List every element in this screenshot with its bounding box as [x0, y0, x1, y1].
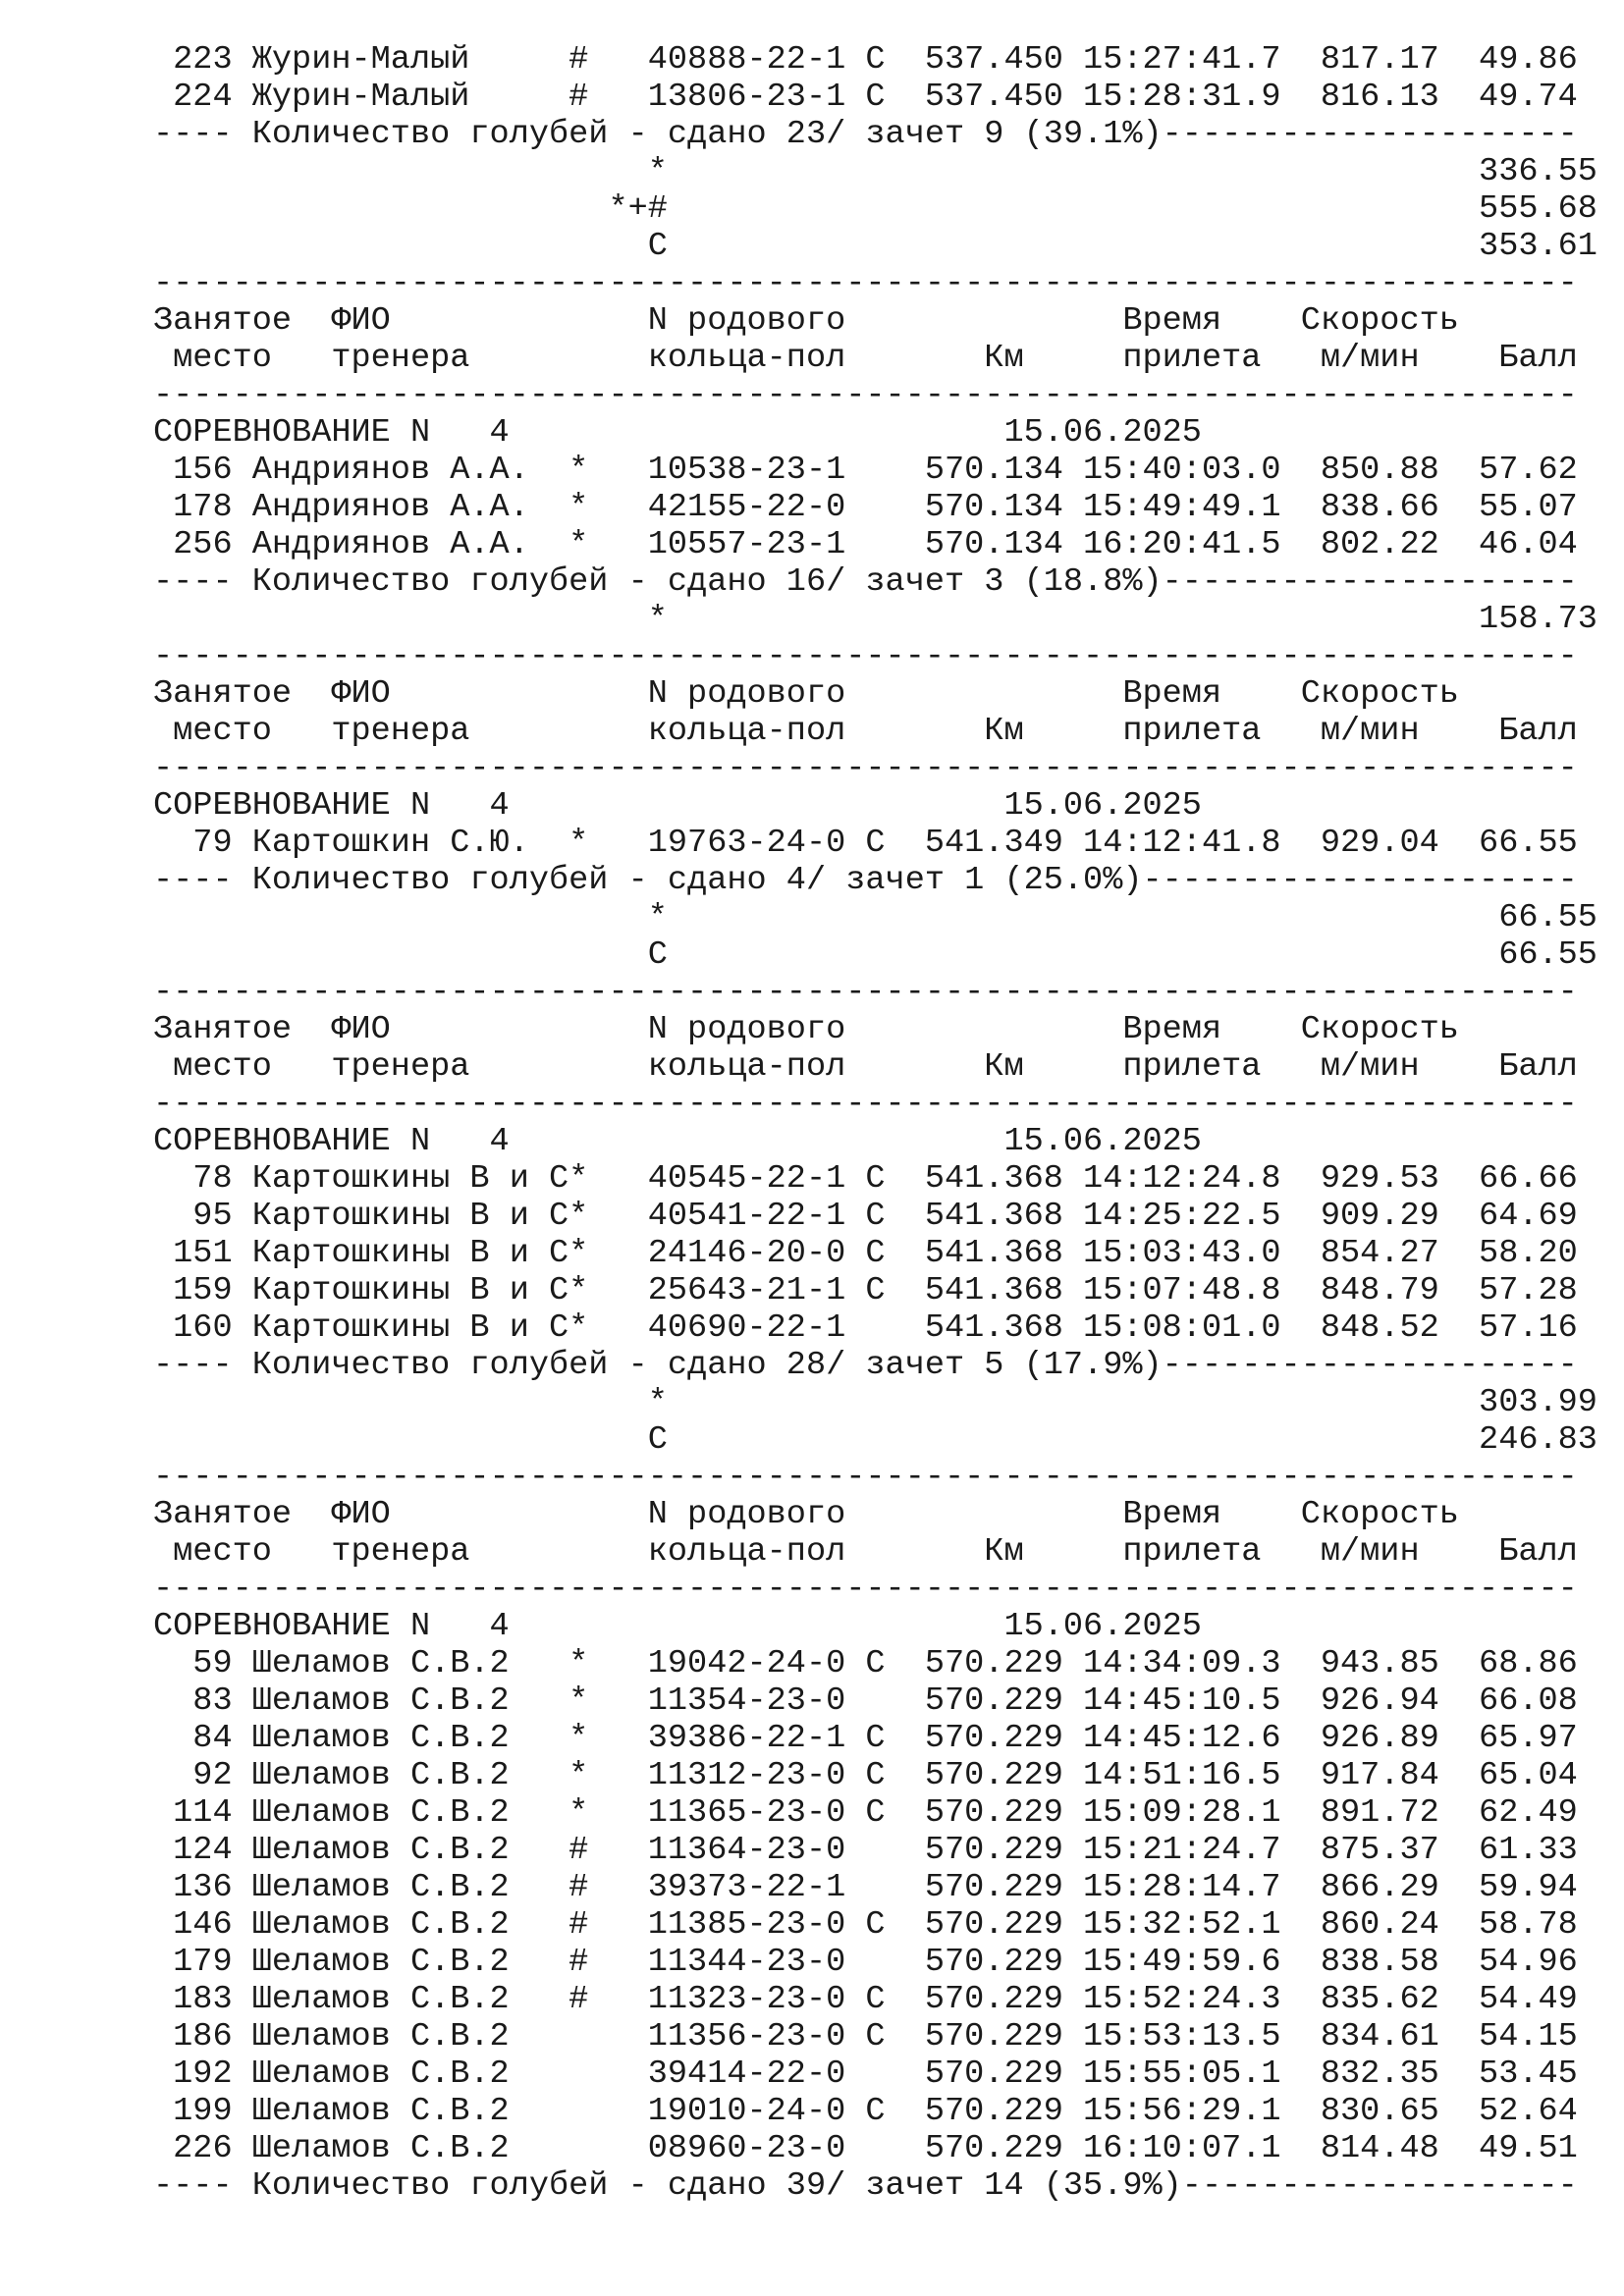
subtotal-line: C 353.61: [153, 228, 1597, 265]
subtotal-line: * 66.55: [153, 899, 1597, 936]
result-row: 256 Андриянов А.А. * 10557-23-1 570.134 16:20:41.5 802.22 46.04: [153, 526, 1578, 563]
results-printout: [153, 41, 1606, 2205]
subtotal-line: * 336.55: [153, 153, 1597, 190]
subtotal-line: *+# 555.68: [153, 190, 1597, 228]
result-row: 160 Картошкины В и С* 40690-22-1 541.368 15:08:01.0 848.52 57.16: [153, 1309, 1578, 1347]
subtotal-line: C 246.83: [153, 1421, 1597, 1459]
summary-line: ---- Количество голубей - сдано 39/ зачет 14 (35.9%)--------------------: [153, 2167, 1578, 2205]
result-row: 179 Шеламов С.В.2 # 11344-23-0 570.229 15:49:59.6 838.58 54.96: [153, 1944, 1578, 1981]
separator-line: ------------------------------------------------------------------------: [153, 638, 1578, 675]
result-row: 84 Шеламов С.В.2 * 39386-22-1 C 570.229 14:45:12.6 926.89 65.97: [153, 1720, 1578, 1757]
separator-line: ------------------------------------------------------------------------: [153, 1459, 1578, 1496]
result-row: 224 Журин-Малый # 13806-23-1 C 537.450 15:28:31.9 816.13 49.74: [153, 79, 1578, 116]
column-header: Занятое ФИО N родового Время Скорость: [153, 302, 1459, 340]
summary-line: ---- Количество голубей - сдано 23/ зачет 9 (39.1%)---------------------: [153, 116, 1578, 153]
summary-line: ---- Количество голубей - сдано 4/ зачет 1 (25.0%)----------------------: [153, 862, 1578, 899]
result-row: 183 Шеламов С.В.2 # 11323-23-0 C 570.229 15:52:24.3 835.62 54.49: [153, 1981, 1578, 2018]
separator-line: ------------------------------------------------------------------------: [153, 377, 1578, 414]
separator-line: ------------------------------------------------------------------------: [153, 974, 1578, 1011]
result-row: 223 Журин-Малый # 40888-22-1 C 537.450 15:27:41.7 817.17 49.86: [153, 41, 1578, 79]
result-row: 226 Шеламов С.В.2 08960-23-0 570.229 16:10:07.1 814.48 49.51: [153, 2130, 1578, 2167]
result-row: 151 Картошкины В и С* 24146-20-0 C 541.368 15:03:43.0 854.27 58.20: [153, 1235, 1578, 1272]
result-row: 59 Шеламов С.В.2 * 19042-24-0 C 570.229 14:34:09.3 943.85 68.86: [153, 1645, 1578, 1682]
result-row: 92 Шеламов С.В.2 * 11312-23-0 C 570.229 14:51:16.5 917.84 65.04: [153, 1757, 1578, 1794]
subtotal-line: C 66.55: [153, 936, 1597, 974]
column-header: место тренера кольца-пол Км прилета м/мин Балл: [153, 1533, 1578, 1571]
column-header: Занятое ФИО N родового Время Скорость: [153, 675, 1459, 713]
result-row: 192 Шеламов С.В.2 39414-22-0 570.229 15:55:05.1 832.35 53.45: [153, 2056, 1578, 2093]
column-header: Занятое ФИО N родового Время Скорость: [153, 1011, 1459, 1048]
competition-header: СОРЕВНОВАНИЕ N 4 15.06.2025: [153, 1123, 1202, 1160]
result-row: 78 Картошкины В и С* 40545-22-1 C 541.368 14:12:24.8 929.53 66.66: [153, 1160, 1578, 1198]
separator-line: ------------------------------------------------------------------------: [153, 265, 1578, 302]
column-header: место тренера кольца-пол Км прилета м/мин Балл: [153, 713, 1578, 750]
result-row: 159 Картошкины В и С* 25643-21-1 C 541.368 15:07:48.8 848.79 57.28: [153, 1272, 1578, 1309]
result-row: 146 Шеламов С.В.2 # 11385-23-0 C 570.229 15:32:52.1 860.24 58.78: [153, 1906, 1578, 1944]
result-row: 95 Картошкины В и С* 40541-22-1 C 541.368 14:25:22.5 909.29 64.69: [153, 1198, 1578, 1235]
result-row: 178 Андриянов А.А. * 42155-22-0 570.134 15:49:49.1 838.66 55.07: [153, 489, 1578, 526]
competition-header: СОРЕВНОВАНИЕ N 4 15.06.2025: [153, 787, 1202, 825]
result-row: 186 Шеламов С.В.2 11356-23-0 C 570.229 15:53:13.5 834.61 54.15: [153, 2018, 1578, 2056]
column-header: место тренера кольца-пол Км прилета м/мин Балл: [153, 340, 1578, 377]
result-row: 114 Шеламов С.В.2 * 11365-23-0 C 570.229 15:09:28.1 891.72 62.49: [153, 1794, 1578, 1832]
column-header: Занятое ФИО N родового Время Скорость: [153, 1496, 1459, 1533]
subtotal-line: * 303.99: [153, 1384, 1597, 1421]
column-header: место тренера кольца-пол Км прилета м/мин Балл: [153, 1048, 1578, 1086]
result-row: 199 Шеламов С.В.2 19010-24-0 C 570.229 15:56:29.1 830.65 52.64: [153, 2093, 1578, 2130]
result-row: 83 Шеламов С.В.2 * 11354-23-0 570.229 14:45:10.5 926.94 66.08: [153, 1682, 1578, 1720]
summary-line: ---- Количество голубей - сдано 16/ зачет 3 (18.8%)---------------------: [153, 563, 1578, 601]
separator-line: ------------------------------------------------------------------------: [153, 750, 1578, 787]
summary-line: ---- Количество голубей - сдано 28/ зачет 5 (17.9%)---------------------: [153, 1347, 1578, 1384]
result-row: 156 Андриянов А.А. * 10538-23-1 570.134 15:40:03.0 850.88 57.62: [153, 452, 1578, 489]
result-row: 124 Шеламов С.В.2 # 11364-23-0 570.229 15:21:24.7 875.37 61.33: [153, 1832, 1578, 1869]
separator-line: ------------------------------------------------------------------------: [153, 1571, 1578, 1608]
separator-line: ------------------------------------------------------------------------: [153, 1086, 1578, 1123]
result-row: 136 Шеламов С.В.2 # 39373-22-1 570.229 15:28:14.7 866.29 59.94: [153, 1869, 1578, 1906]
result-row: 79 Картошкин С.Ю. * 19763-24-0 C 541.349 14:12:41.8 929.04 66.55: [153, 825, 1578, 862]
competition-header: СОРЕВНОВАНИЕ N 4 15.06.2025: [153, 414, 1202, 452]
subtotal-line: * 158.73: [153, 601, 1597, 638]
competition-header: СОРЕВНОВАНИЕ N 4 15.06.2025: [153, 1608, 1202, 1645]
